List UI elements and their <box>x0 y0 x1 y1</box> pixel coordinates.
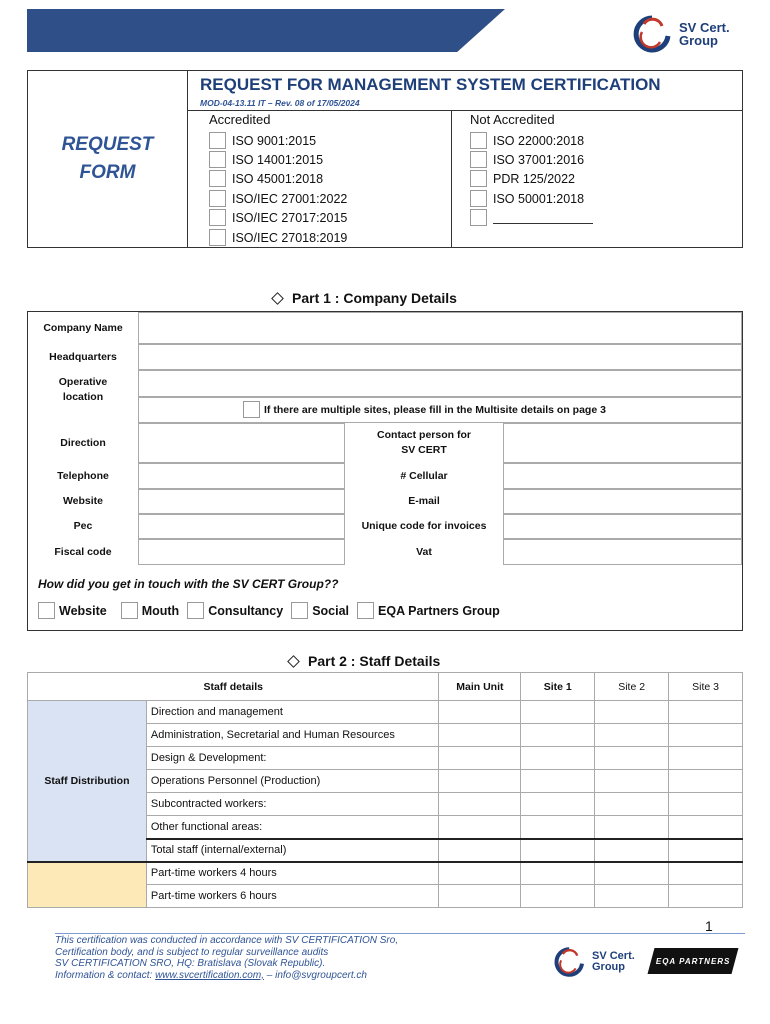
staff-row-label: Design & Development: <box>146 747 439 770</box>
input-cell[interactable] <box>439 701 521 724</box>
website-label: Website <box>62 495 104 507</box>
checkbox[interactable] <box>470 132 487 149</box>
header-banner <box>27 9 505 52</box>
input-cell[interactable] <box>439 724 521 747</box>
col-main-unit: Main Unit <box>439 673 521 701</box>
staff-row-label: Direction and management <box>146 701 439 724</box>
pec-input[interactable] <box>138 514 345 539</box>
checkbox[interactable] <box>209 229 226 246</box>
telephone-input[interactable] <box>138 463 345 489</box>
company-details-form <box>27 311 743 631</box>
input-cell[interactable] <box>669 770 743 793</box>
pec-label: Pec <box>73 520 93 532</box>
input-cell[interactable] <box>521 793 595 816</box>
cert-option[interactable]: ISO 50001:2018 <box>470 189 584 208</box>
staff-row-label: Operations Personnel (Production) <box>146 770 439 793</box>
fiscal-code-input[interactable] <box>138 539 345 565</box>
input-cell[interactable] <box>521 885 595 908</box>
contact-person-input[interactable] <box>503 423 742 463</box>
part1-title: Part 1 : Company Details <box>273 290 457 306</box>
col-site-2: Site 2 <box>595 673 669 701</box>
col-site-3: Site 3 <box>669 673 743 701</box>
staff-row-label: Subcontracted workers: <box>146 793 439 816</box>
footer-divider <box>55 933 745 934</box>
input-cell[interactable] <box>439 747 521 770</box>
checkbox[interactable] <box>470 170 487 187</box>
col-site-1: Site 1 <box>521 673 595 701</box>
certification-header <box>27 70 743 248</box>
part2-title: Part 2 : Staff Details <box>289 653 440 669</box>
input-cell[interactable] <box>439 816 521 839</box>
footer-link[interactable]: www.svcertification.com, <box>155 969 264 981</box>
cellular-label: # Cellular <box>400 469 448 482</box>
unique-code-input[interactable] <box>503 514 742 539</box>
staff-row-label: Other functional areas: <box>146 816 439 839</box>
form-subtitle: MOD-04-13.11 IT – Rev. 08 of 17/05/2024 <box>200 98 360 108</box>
input-cell[interactable] <box>521 770 595 793</box>
checkbox[interactable] <box>209 209 226 226</box>
cert-option[interactable]: ISO/IEC 27018:2019 <box>209 228 347 247</box>
fiscal-code-label: Fiscal code <box>54 545 112 558</box>
email-input[interactable] <box>503 489 742 514</box>
input-cell[interactable] <box>595 724 669 747</box>
input-cell[interactable] <box>595 747 669 770</box>
headquarters-input[interactable] <box>138 344 742 370</box>
input-cell[interactable] <box>521 816 595 839</box>
checkbox[interactable] <box>291 602 308 619</box>
operative-location-label: Operative location <box>58 376 108 403</box>
input-cell[interactable] <box>669 724 743 747</box>
checkbox[interactable] <box>209 132 226 149</box>
input-cell[interactable] <box>669 839 743 862</box>
checkbox[interactable] <box>470 190 487 207</box>
input-cell[interactable] <box>439 793 521 816</box>
globe-icon <box>632 14 674 54</box>
globe-icon <box>553 946 587 978</box>
checkbox[interactable] <box>121 602 138 619</box>
checkbox[interactable] <box>357 602 374 619</box>
checkbox[interactable] <box>470 151 487 168</box>
input-cell[interactable] <box>595 793 669 816</box>
input-cell[interactable] <box>669 885 743 908</box>
input-cell[interactable] <box>669 862 743 885</box>
not-accredited-heading: Not Accredited <box>470 112 555 127</box>
cert-option[interactable]: ISO 37001:2016 <box>470 150 584 169</box>
company-name-label: Company Name <box>43 321 123 334</box>
page-number: 1 <box>705 918 713 934</box>
input-cell[interactable] <box>521 701 595 724</box>
input-cell[interactable] <box>669 793 743 816</box>
input-cell[interactable] <box>439 839 521 862</box>
input-cell[interactable] <box>669 747 743 770</box>
cert-option[interactable]: ISO/IEC 27017:2015 <box>209 208 347 227</box>
form-title: REQUEST FOR MANAGEMENT SYSTEM CERTIFICATION <box>200 75 661 94</box>
cert-option[interactable]: ISO 45001:2018 <box>209 169 323 188</box>
checkbox[interactable] <box>209 170 226 187</box>
option-mouth[interactable]: Mouth <box>121 602 179 619</box>
parttime-row-label: Part-time workers 4 hours <box>146 862 439 885</box>
input-cell[interactable] <box>595 816 669 839</box>
logo-text-2: Group <box>679 33 718 48</box>
staff-details-table <box>27 672 743 908</box>
checkbox[interactable] <box>209 151 226 168</box>
parttime-row-label: Part-time workers 6 hours <box>146 885 439 908</box>
input-cell[interactable] <box>595 701 669 724</box>
checkbox[interactable] <box>38 602 55 619</box>
contact-options <box>38 602 500 619</box>
accredited-heading: Accredited <box>209 112 271 127</box>
logo-text-1: SV Cert. <box>679 20 730 35</box>
telephone-label: Telephone <box>57 469 109 482</box>
input-cell[interactable] <box>595 770 669 793</box>
cert-option[interactable]: ISO 22000:2018 <box>470 131 584 150</box>
cellular-input[interactable] <box>503 463 742 489</box>
staff-row-label: Administration, Secretarial and Human Resources <box>146 724 439 747</box>
input-cell[interactable] <box>595 839 669 862</box>
headquarters-label: Headquarters <box>49 350 117 363</box>
diamond-icon <box>271 292 284 305</box>
request-form-label: REQUEST FORM <box>28 71 188 247</box>
input-cell[interactable] <box>595 862 669 885</box>
input-cell[interactable] <box>521 839 595 862</box>
option-eqa[interactable]: EQA Partners Group <box>357 602 500 619</box>
direction-label: Direction <box>60 436 106 449</box>
col-staff-details: Staff details <box>28 673 439 701</box>
contact-person-label: Contact person for SV CERT <box>377 429 471 456</box>
website-input[interactable] <box>138 489 345 514</box>
footer-text: This certification was conducted in accordance with SV CERTIFICATION Sro, Certification body, and is subject to regular surveillance audits SV CERTIFICATION SRO, HQ: Bratislava (Slovak Republic). Information & contact: www.svcertification.com, – info@svgroupcert.ch <box>55 935 399 981</box>
input-cell[interactable] <box>439 862 521 885</box>
input-cell[interactable] <box>669 701 743 724</box>
cert-option-other[interactable] <box>470 208 593 227</box>
option-website[interactable]: Website <box>38 602 107 619</box>
footer-sv-logo: SV Cert. Group <box>553 946 635 978</box>
input-cell[interactable] <box>439 770 521 793</box>
other-standard-field[interactable] <box>493 212 593 224</box>
multisite-option[interactable]: If there are multiple sites, please fill in the Multisite details on page 3 <box>243 401 606 418</box>
checkbox[interactable] <box>187 602 204 619</box>
cert-option[interactable]: ISO/IEC 27001:2022 <box>209 189 347 208</box>
checkbox[interactable] <box>209 190 226 207</box>
input-cell[interactable] <box>521 747 595 770</box>
cert-option[interactable]: ISO 9001:2015 <box>209 131 316 150</box>
company-name-input[interactable] <box>138 312 742 344</box>
vat-label: Vat <box>416 545 432 558</box>
sv-cert-logo <box>632 14 730 54</box>
cert-option[interactable]: PDR 125/2022 <box>470 169 575 188</box>
email-label: E-mail <box>408 495 440 507</box>
input-cell[interactable] <box>521 862 595 885</box>
direction-input[interactable] <box>138 423 345 463</box>
option-social[interactable]: Social <box>291 602 349 619</box>
eqa-partners-logo: EQA PARTNERS <box>648 948 739 974</box>
diamond-icon <box>287 655 300 668</box>
unique-code-label: Unique code for invoices <box>361 520 487 532</box>
contact-question: How did you get in touch with the SV CERT Group?? <box>38 577 339 591</box>
checkbox[interactable] <box>243 401 260 418</box>
cert-option[interactable]: ISO 14001:2015 <box>209 150 323 169</box>
input-cell[interactable] <box>595 885 669 908</box>
staff-total-label: Total staff (internal/external) <box>146 839 439 862</box>
staff-distribution-label: Staff Distribution <box>28 701 147 862</box>
parttime-group-cell <box>28 862 147 908</box>
input-cell[interactable] <box>669 816 743 839</box>
option-consultancy[interactable]: Consultancy <box>187 602 283 619</box>
checkbox[interactable] <box>470 209 487 226</box>
operative-location-input[interactable] <box>138 370 742 397</box>
vat-input[interactable] <box>503 539 742 565</box>
input-cell[interactable] <box>521 724 595 747</box>
input-cell[interactable] <box>439 885 521 908</box>
